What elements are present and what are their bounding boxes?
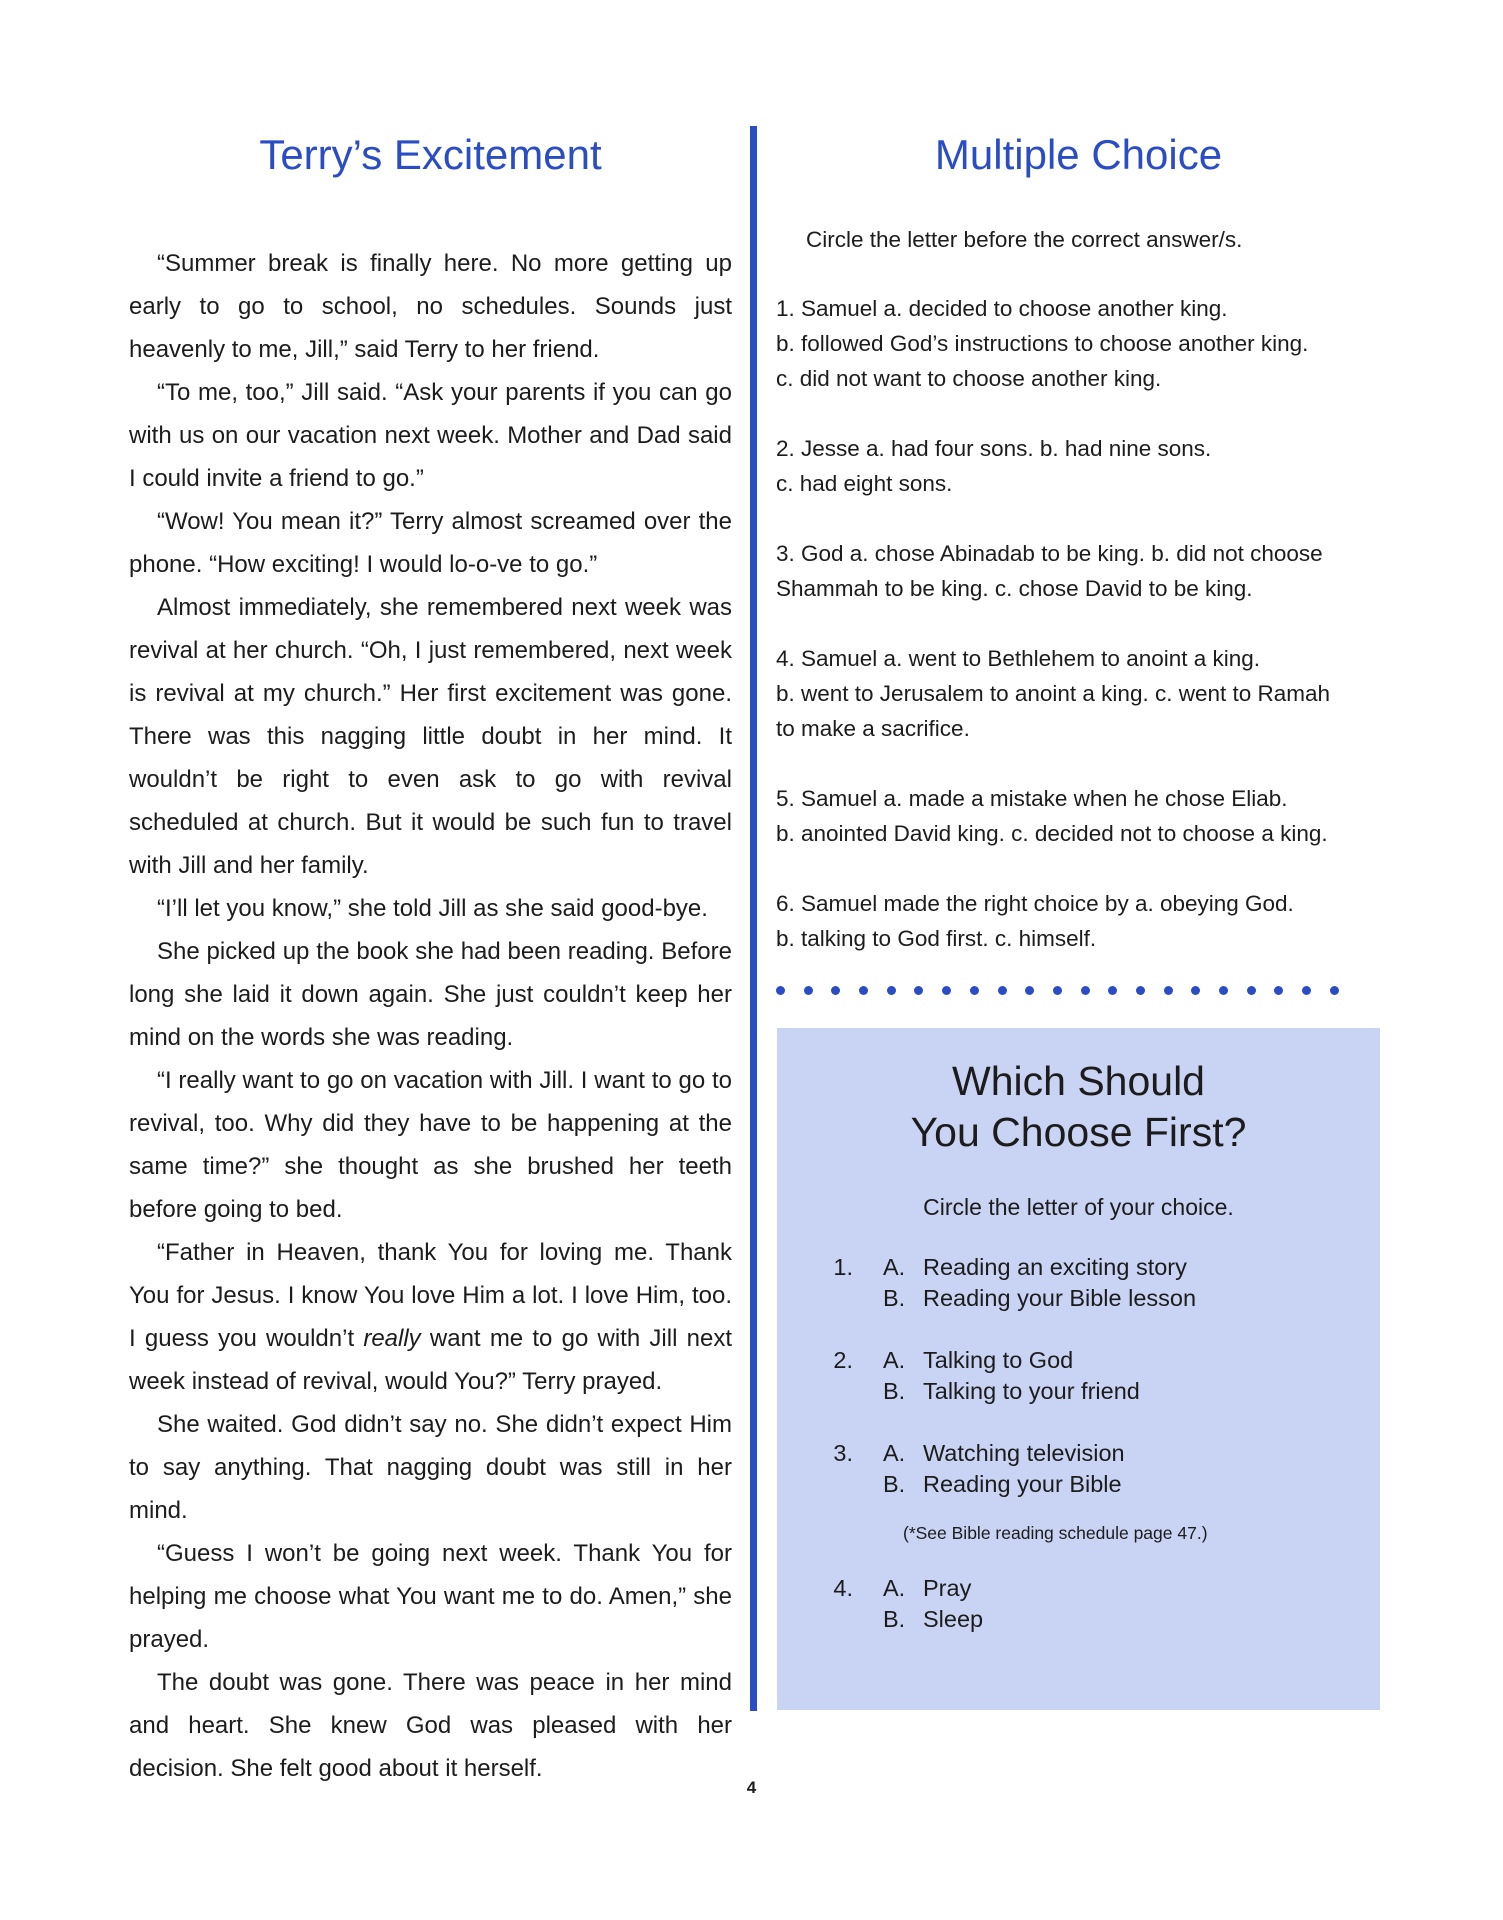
story-text: “Father in Heaven, thank You for loving me. Thank You for Jesus. I know You love Him a lot. I love Him, too. I guess you wouldn’t: [129, 1239, 732, 1352]
choice-box: [777, 1028, 1380, 1710]
question-list: [776, 291, 1381, 956]
option-text: Talking to God: [923, 1347, 1074, 1373]
option-letter: A.: [883, 1575, 906, 1601]
story-paragraph: “Wow! You mean it?” Terry almost screamed over the phone. “How exciting! I would lo-o-ve to go.”: [129, 508, 732, 578]
question-line: 3. God a. chose Abinadab to be king. b. did not choose: [776, 541, 1323, 566]
question-line: b. followed God’s instructions to choose another king.: [776, 331, 1309, 356]
choice-number: 3.: [833, 1440, 853, 1466]
choice-list: [777, 1252, 1380, 1635]
option-letter: A.: [883, 1254, 906, 1280]
choice-number: 2.: [833, 1347, 853, 1373]
choice-option: [883, 1283, 1196, 1314]
question-line: b. went to Jerusalem to anoint a king. c. went to Ramah: [776, 681, 1331, 706]
choice-item: [777, 1252, 1380, 1314]
question-line: Shammah to be king. c. chose David to be king.: [776, 576, 1253, 601]
quiz-title: Multiple Choice: [934, 131, 1223, 178]
choice-option: [883, 1573, 983, 1604]
option-letter: A.: [883, 1440, 906, 1466]
option-letter: B.: [883, 1285, 906, 1311]
story-emphasis: really: [363, 1325, 421, 1352]
question-line: 5. Samuel a. made a mistake when he chose Eliab.: [776, 786, 1288, 811]
question-line: b. talking to God first. c. himself.: [776, 926, 1097, 951]
question-line: 1. Samuel a. decided to choose another king.: [776, 296, 1228, 321]
question-item: [776, 536, 1381, 606]
option-text: Sleep: [923, 1606, 984, 1632]
question-line: c. did not want to choose another king.: [776, 366, 1162, 391]
choice-item: [777, 1345, 1380, 1407]
story-paragraph: “Guess I won’t be going next week. Thank You for helping me choose what You want me to do. Amen,” she prayed.: [129, 1540, 732, 1653]
choice-instruction: Circle the letter of your choice.: [923, 1194, 1234, 1220]
choice-item: [777, 1573, 1380, 1635]
choice-title-line: You Choose First?: [910, 1109, 1247, 1155]
choice-option: [883, 1345, 1140, 1376]
choice-number: 4.: [833, 1575, 853, 1601]
choice-box-title: [777, 1056, 1380, 1158]
story-paragraph: “I’ll let you know,” she told Jill as she said good-bye.: [157, 895, 708, 922]
option-text: Reading your Bible: [923, 1471, 1122, 1497]
option-letter: A.: [883, 1347, 906, 1373]
option-letter: B.: [883, 1606, 906, 1632]
story-title: Terry’s Excitement: [259, 131, 602, 178]
option-text: Talking to your friend: [923, 1378, 1140, 1404]
story-paragraph: Almost immediately, she remembered next week was revival at her church. “Oh, I just remembered, next week is revival at my church.” Her first excitement was gone. There was this nagging little doubt in her mind. It wouldn’t be right to even ask to go with revival scheduled at church. But it would be such fun to travel with Jill and her family.: [129, 594, 732, 879]
page-number: 4: [746, 1778, 757, 1797]
option-text: Pray: [923, 1575, 972, 1601]
story-paragraph: She picked up the book she had been reading. Before long she laid it down again. She just couldn’t keep her mind on the words she was reading.: [129, 938, 732, 1051]
story-paragraph: The doubt was gone. There was peace in her mind and heart. She knew God was pleased with her decision. She felt good about it herself.: [129, 1669, 732, 1782]
question-item: [776, 431, 1381, 501]
story-text: want me to go with Jill next week instead of revival, would You?” Terry prayed.: [129, 1325, 732, 1395]
choice-option: [883, 1252, 1196, 1283]
story-paragraph: “To me, too,” Jill said. “Ask your parents if you can go with us on our vacation next week. Mother and Dad said I could invite a friend to go.”: [129, 379, 732, 492]
option-text: Watching television: [923, 1440, 1125, 1466]
quiz-column: [776, 120, 1381, 1000]
choice-title-line: Which Should: [952, 1058, 1205, 1104]
choice-option: [883, 1438, 1125, 1469]
question-line: c. had eight sons.: [776, 471, 953, 496]
choice-option: [883, 1604, 983, 1635]
question-line: b. anointed David king. c. decided not to choose a king.: [776, 821, 1328, 846]
question-line: 6. Samuel made the right choice by a. obeying God.: [776, 891, 1294, 916]
choice-option: [883, 1376, 1140, 1407]
question-line: to make a sacrifice.: [776, 716, 970, 741]
dotted-separator: [776, 980, 1339, 1000]
choice-item: [777, 1438, 1380, 1500]
option-text: Reading your Bible lesson: [923, 1285, 1197, 1311]
question-item: [776, 886, 1381, 956]
column-divider: [750, 126, 757, 1711]
question-item: [776, 781, 1381, 851]
quiz-instruction: Circle the letter before the correct answer/s.: [806, 227, 1243, 252]
choice-number: 1.: [833, 1254, 853, 1280]
story-body: [129, 242, 732, 1790]
option-letter: B.: [883, 1471, 906, 1497]
schedule-note: (*See Bible reading schedule page 47.): [903, 1523, 1208, 1543]
question-line: 2. Jesse a. had four sons. b. had nine sons.: [776, 436, 1212, 461]
question-line: 4. Samuel a. went to Bethlehem to anoint a king.: [776, 646, 1261, 671]
question-item: [776, 291, 1381, 396]
choice-option: [883, 1469, 1125, 1500]
story-paragraph: She waited. God didn’t say no. She didn’t expect Him to say anything. That nagging doubt was still in her mind.: [129, 1411, 732, 1524]
option-text: Reading an exciting story: [923, 1254, 1187, 1280]
story-paragraph: [129, 1231, 732, 1403]
story-column: [129, 120, 732, 1790]
question-item: [776, 641, 1381, 746]
story-paragraph: “I really want to go on vacation with Jill. I want to go to revival, too. Why did they have to be happening at the same time?” she thought as she brushed her teeth before going to bed.: [129, 1067, 732, 1223]
option-letter: B.: [883, 1378, 906, 1404]
story-paragraph: “Summer break is finally here. No more getting up early to go to school, no schedules. Sounds just heavenly to me, Jill,” said Terry to her friend.: [129, 250, 732, 363]
